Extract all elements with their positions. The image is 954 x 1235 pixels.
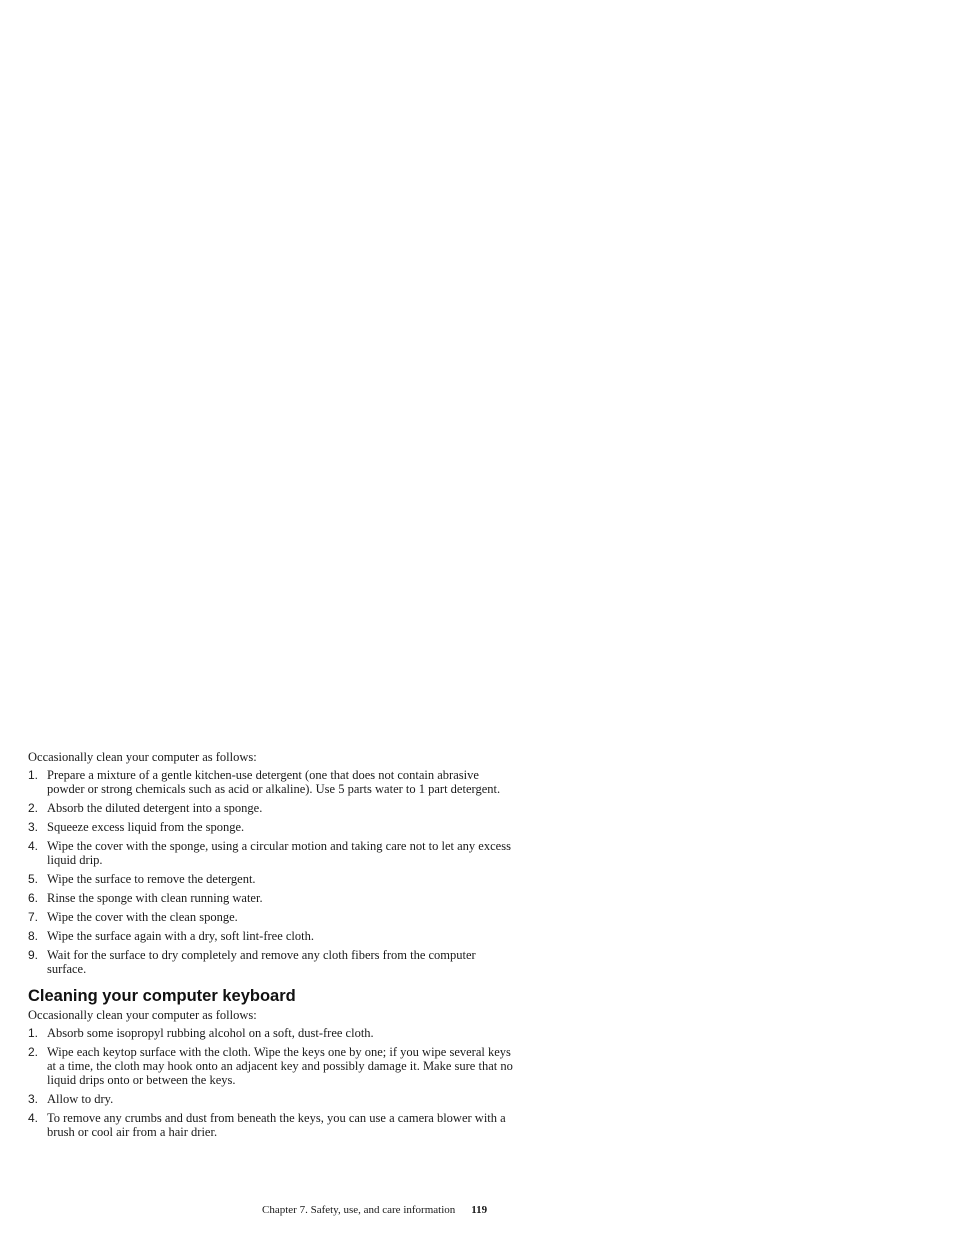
page-content xyxy=(28,750,514,1144)
step-text: Allow to dry. xyxy=(47,1092,114,1106)
step-number: 6. xyxy=(28,891,39,905)
page-number: 119 xyxy=(471,1204,488,1216)
list-item xyxy=(28,768,514,796)
list-item xyxy=(28,1092,514,1106)
step-text: Rinse the sponge with clean running water. xyxy=(47,891,263,905)
step-text: Wait for the surface to dry completely and remove any cloth fibers from the computer surface. xyxy=(47,948,476,976)
step-text: Absorb some isopropyl rubbing alcohol on a soft, dust-free cloth. xyxy=(47,1026,374,1040)
step-number: 9. xyxy=(28,948,39,962)
step-number: 2. xyxy=(28,1045,39,1059)
list-item xyxy=(28,910,514,924)
section-heading: Cleaning your computer keyboard xyxy=(28,987,296,1005)
list-item xyxy=(28,891,514,905)
list-item xyxy=(28,948,514,976)
page-footer xyxy=(262,1204,487,1217)
list-item xyxy=(28,801,514,815)
section2-intro: Occasionally clean your computer as follows: xyxy=(28,1008,257,1022)
step-text: Wipe the cover with the sponge, using a circular motion and taking care not to let any excess liquid drip. xyxy=(47,839,511,867)
step-number: 4. xyxy=(28,1111,39,1125)
step-text: Squeeze excess liquid from the sponge. xyxy=(47,820,245,834)
section1-intro: Occasionally clean your computer as follows: xyxy=(28,750,257,764)
step-number: 3. xyxy=(28,820,39,834)
list-item xyxy=(28,1111,514,1139)
list-item xyxy=(28,820,514,834)
step-number: 7. xyxy=(28,910,39,924)
step-number: 1. xyxy=(28,768,39,782)
step-text: Wipe the surface again with a dry, soft lint-free cloth. xyxy=(47,929,314,943)
step-text: Wipe each keytop surface with the cloth. Wipe the keys one by one; if you wipe several keys at a time, the cloth may hook onto an adjacent key and possibly damage it. Make sure that no liquid drips onto or between the keys. xyxy=(47,1045,513,1087)
chapter-title: Chapter 7. Safety, use, and care information xyxy=(262,1204,456,1216)
section2-steps xyxy=(28,1026,514,1139)
step-number: 1. xyxy=(28,1026,39,1040)
list-item xyxy=(28,872,514,886)
list-item xyxy=(28,1026,514,1040)
list-item xyxy=(28,1045,514,1087)
list-item xyxy=(28,929,514,943)
step-number: 3. xyxy=(28,1092,39,1106)
step-number: 5. xyxy=(28,872,39,886)
list-item xyxy=(28,839,514,867)
section1-steps xyxy=(28,768,514,976)
step-text: Absorb the diluted detergent into a sponge. xyxy=(47,801,263,815)
step-text: Prepare a mixture of a gentle kitchen-use detergent (one that does not contain abrasive powder or strong chemicals such as acid or alkaline). Use 5 parts water to 1 part detergent. xyxy=(47,768,501,796)
step-number: 2. xyxy=(28,801,39,815)
step-number: 8. xyxy=(28,929,39,943)
step-text: To remove any crumbs and dust from beneath the keys, you can use a camera blower with a brush or cool air from a hair drier. xyxy=(47,1111,506,1139)
step-text: Wipe the cover with the clean sponge. xyxy=(47,910,238,924)
step-number: 4. xyxy=(28,839,39,853)
step-text: Wipe the surface to remove the detergent. xyxy=(47,872,256,886)
